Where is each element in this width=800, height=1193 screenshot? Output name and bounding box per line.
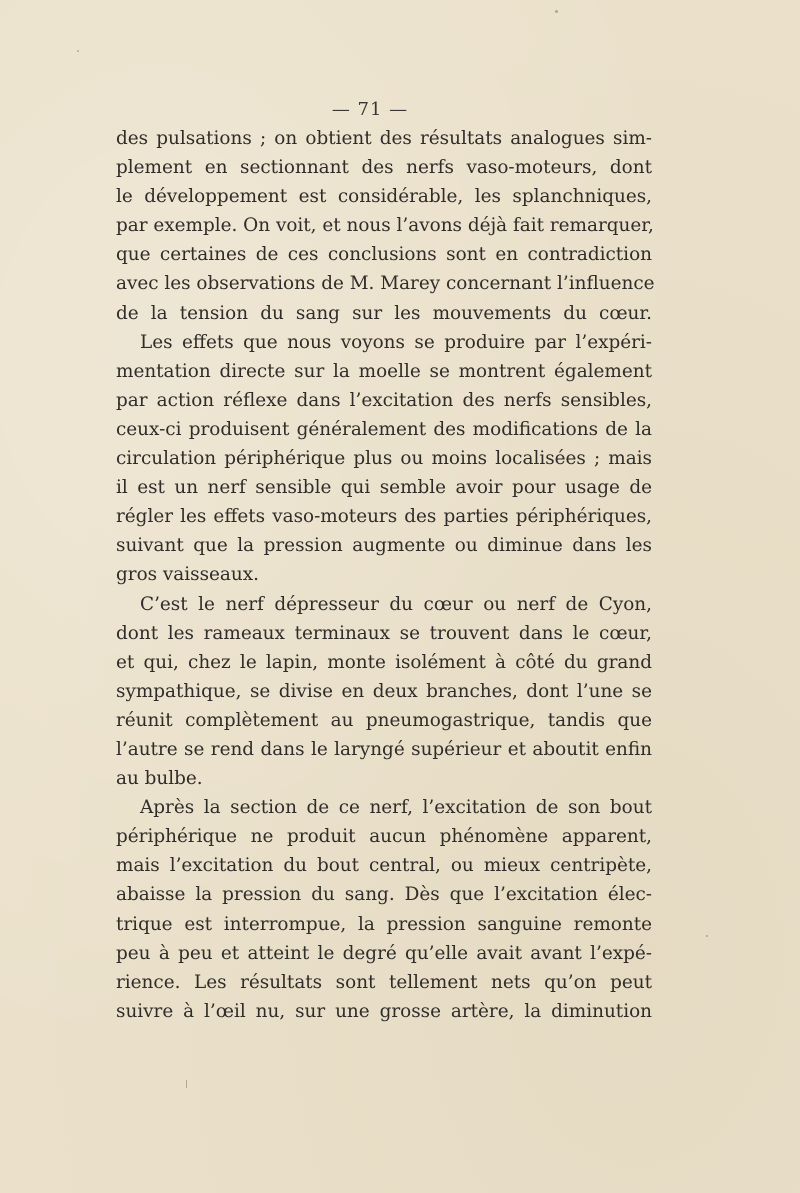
text-line: par action réflexe dans l’excitation des nerfs sensibles, — [116, 389, 652, 411]
text-line: plement en sectionnant des nerfs vaso-moteurs, dont — [116, 157, 652, 179]
text-line: périphérique ne produit aucun phénomène apparent, — [116, 826, 652, 848]
text-line: peu à peu et atteint le degré qu’elle avait avant l’expé- — [116, 942, 652, 964]
text-line: de la tension du sang sur les mouvements du cœur. — [116, 302, 652, 324]
text-line: mais l’excitation du bout central, ou mieux centripète, — [116, 855, 652, 877]
paragraph — [116, 124, 655, 328]
text-line: trique est interrompue, la pression sanguine remonte — [116, 913, 652, 935]
body-text — [116, 124, 655, 1026]
text-line: que certaines de ces conclusions sont en contradiction — [116, 244, 652, 266]
text-line: Les effets que nous voyons se produire par l’expéri- — [140, 331, 652, 353]
text-line: C’est le nerf dépresseur du cœur ou nerf de Cyon, — [140, 593, 652, 615]
text-line: avec les observations de M. Marey concernant l’influence — [116, 273, 655, 295]
text-line: régler les effets vaso-moteurs des parties périphériques, — [116, 506, 652, 528]
text-line: gros vaisseaux. — [116, 564, 259, 586]
paragraph — [116, 590, 652, 794]
text-line: au bulbe. — [116, 768, 203, 790]
paper-speck — [555, 10, 558, 13]
text-line: il est un nerf sensible qui semble avoir pour usage de — [116, 477, 652, 499]
text-line: dont les rameaux terminaux se trouvent dans le cœur, — [116, 622, 652, 644]
text-line: suivre à l’œil nu, sur une grosse artère, la diminution — [116, 1000, 652, 1022]
text-line: sympathique, se divise en deux branches, dont l’une se — [116, 680, 652, 702]
text-line: par exemple. On voit, et nous l’avons déjà fait remarquer, — [116, 215, 654, 237]
text-line: l’autre se rend dans le laryngé supérieur et aboutit enfin — [116, 738, 652, 760]
paper-speck — [77, 50, 79, 52]
text-line: le développement est considérable, les splanchniques, — [116, 186, 652, 208]
paragraph — [116, 793, 652, 1026]
text-line: des pulsations ; on obtient des résultats analogues sim- — [116, 128, 652, 149]
text-line: et qui, chez le lapin, monte isolément à côté du grand — [116, 651, 652, 673]
text-line: suivant que la pression augmente ou diminue dans les — [116, 535, 652, 557]
paper-speck — [186, 1080, 187, 1088]
text-line: mentation directe sur la moelle se montrent également — [116, 360, 652, 382]
text-line: abaisse la pression du sang. Dès que l’excitation élec- — [116, 884, 652, 906]
text-line: rience. Les résultats sont tellement nets qu’on peut — [116, 971, 652, 993]
paper-speck — [706, 935, 708, 937]
page-number: — 71 — — [331, 99, 409, 120]
text-line: Après la section de ce nerf, l’excitation de son bout — [140, 797, 652, 819]
paragraph — [116, 328, 652, 590]
text-line: réunit complètement au pneumogastrique, tandis que — [116, 709, 652, 731]
text-line: circulation périphérique plus ou moins localisées ; mais — [116, 448, 652, 470]
text-line: ceux-ci produisent généralement des modifications de la — [116, 418, 652, 440]
